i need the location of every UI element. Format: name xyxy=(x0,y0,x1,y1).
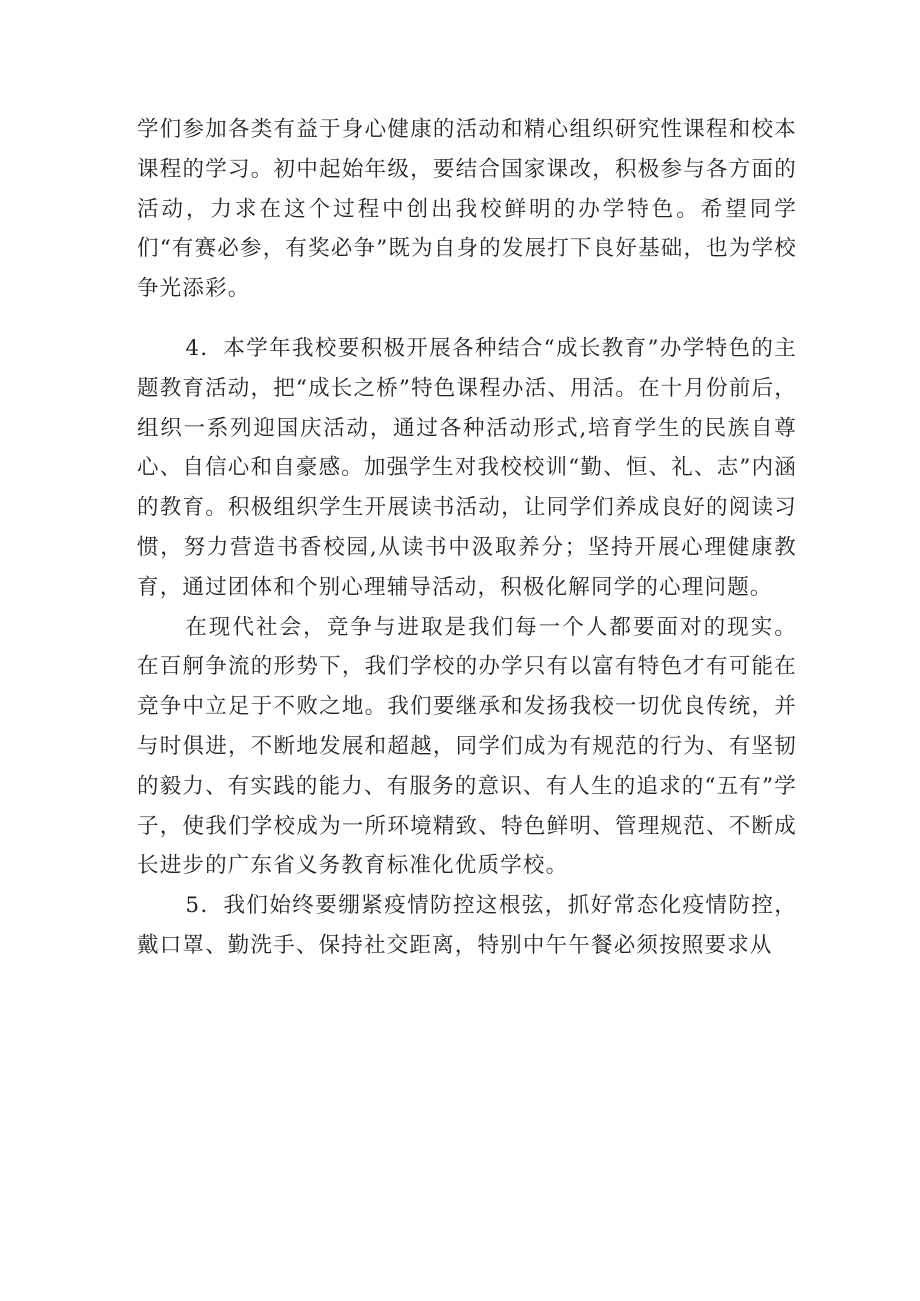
document-body xyxy=(137,110,797,966)
paragraph-modern-society: 在现代社会，竞争与进取是我们每一个人都要面对的现实。在百舸争流的形势下，我们学校的办学只有以富有特色才有可能在竞争中立足于不败之地。我们要继承和发扬我校一切优良传统，并与时俱进，不断地发展和超越，同学们成为有规范的行为、有坚韧的毅力、有实践的能力、有服务的意识、有人生的追求的“五有”学子，使我们学校成为一所环境精致、特色鲜明、管理规范、不断成长进步的广东省义务教育标准化优质学校。 xyxy=(137,614,797,879)
paragraph-continuation: 学们参加各类有益于身心健康的活动和精心组织研究性课程和校本课程的学习。初中起始年级，要结合国家课改，积极参与各方面的活动，力求在这个过程中创出我校鲜明的办学特色。希望同学们“有赛必参，有奖必争”既为自身的发展打下良好基础，也为学校争光添彩。 xyxy=(137,117,797,302)
paragraph-item-4: 4．本学年我校要积极开展各种结合“成长教育”办学特色的主题教育活动，把“成长之桥”特色课程办活、用活。在十月份前后，组织一系列迎国庆活动，通过各种活动形式,培育学生的民族自尊心、自信心和自豪感。加强学生对我校校训“勤、恒、礼、志”内涵的教育。积极组织学生开展读书活动，让同学们养成良好的阅读习惯，努力营造书香校园,从读书中汲取养分；坚持开展心理健康教育，通过团体和个别心理辅导活动，积极化解同学的心理问题。 xyxy=(137,335,797,600)
paragraph-item-5: 5．我们始终要绷紧疫情防控这根弦，抓好常态化疫情防控，戴口罩、勤洗手、保持社交距离，特别中午午餐必须按照要求从 xyxy=(137,893,797,958)
